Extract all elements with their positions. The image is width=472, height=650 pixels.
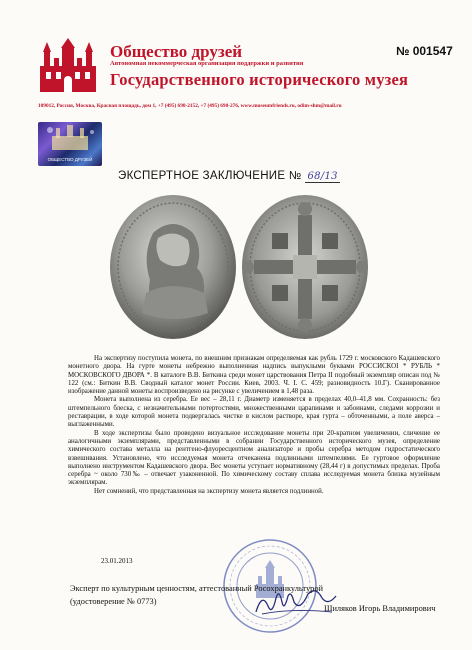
paragraph-analysis: В ходе экспертизы было проведено визуальное исследование монеты при 20-кратном увеличении, сличение ее аналогичными экземплярами, представленными в собрании Государственного исторического музея, определение химического состава металла на рентгено-флуоресцентном анализаторе и пробы серебра методом гидростатического взвешивания. Установлено, что исследуемая монета отчеканена подлинными штемпелями. Ее гуртовое оформление выполнено инструментом Кадашевского двора. Вес монеты уступает нормативному (28,44 г) в допустимых пределах. Проба серебра ~ около 730‰ – отвечает узаконенной. По химическому составу сплава исследуемая монета близка музейным экземплярам. bbox=[68, 429, 440, 487]
issue-date: 23.01.2013 bbox=[101, 557, 133, 565]
expert-name: Шиляков Игорь Владимирович bbox=[324, 604, 436, 613]
org-name-line1: Общество друзей bbox=[110, 42, 243, 61]
handwritten-cert-number: 68/13 bbox=[307, 171, 338, 182]
hologram-text: ОБЩЕСТВО ДРУЗЕЙ bbox=[47, 157, 93, 162]
historical-museum-logo-icon bbox=[38, 38, 98, 98]
org-name-line2: Государственного исторического музея bbox=[110, 70, 409, 89]
org-subtitle: Автономная некоммерческая организация поддержки и развития bbox=[110, 60, 304, 67]
certificate-number: № 001547 bbox=[396, 44, 453, 58]
expert-title-line: Эксперт по культурным ценностям, аттестованный Росохранкультурой bbox=[70, 584, 324, 593]
coin-obverse-image bbox=[108, 193, 238, 341]
coin-reverse-image bbox=[240, 193, 370, 341]
paragraph-description: На экспертизу поступила монета, по внешним признакам определяемая как рубль 1729 г. московского Кадашевского монетного двора. На гурте монеты небрежно выполненная надпись выпуклыми буквами РОССИСКОI * РУБЛЬ * МОСКОВСКОГО ДВОРА *. В каталоге В.В. Биткина среди монет царствования Петра II подобный экземпляр описан под № 122 (см.: Биткин В.В. Сводный каталог монет России. Киев, 2003. Ч. I. С. 459; разновидность 10.Г). Сканированное изображение данной монеты воспроизведено на рисунке с увеличением в 1,48 раза. bbox=[68, 355, 440, 396]
document-title bbox=[118, 170, 340, 182]
hologram-sticker bbox=[38, 122, 102, 166]
paragraph-physical: Монета выполнена из серебра. Ее вес – 28,11 г. Диаметр изменяется в пределах 40,0–41,8 мм. Сохранность: без штемпельного блеска, с незначительными потертостями, множественными царапинами и забоинами, следами коррозии и реставрации, в ходе которой монета подвергалась чистке в кислом растворе, края гурта – обточенными, а поле аверса – выглаженными. bbox=[68, 396, 440, 429]
certificate-body bbox=[68, 355, 440, 496]
paragraph-conclusion: Нет сомнений, что представленная на экспертизу монета является подлинной. bbox=[94, 487, 324, 495]
org-address: 109012, Россия, Москва, Красная площадь, дом 1, +7 (495) 698-2152, +7 (495) 698-276, www.museumfriends.ru, odim-shm@mail.ru bbox=[38, 103, 342, 109]
title-label: ЭКСПЕРТНОЕ ЗАКЛЮЧЕНИЕ № bbox=[118, 170, 302, 182]
expert-certificate-line: (удостоверение № 0773) bbox=[70, 597, 157, 606]
